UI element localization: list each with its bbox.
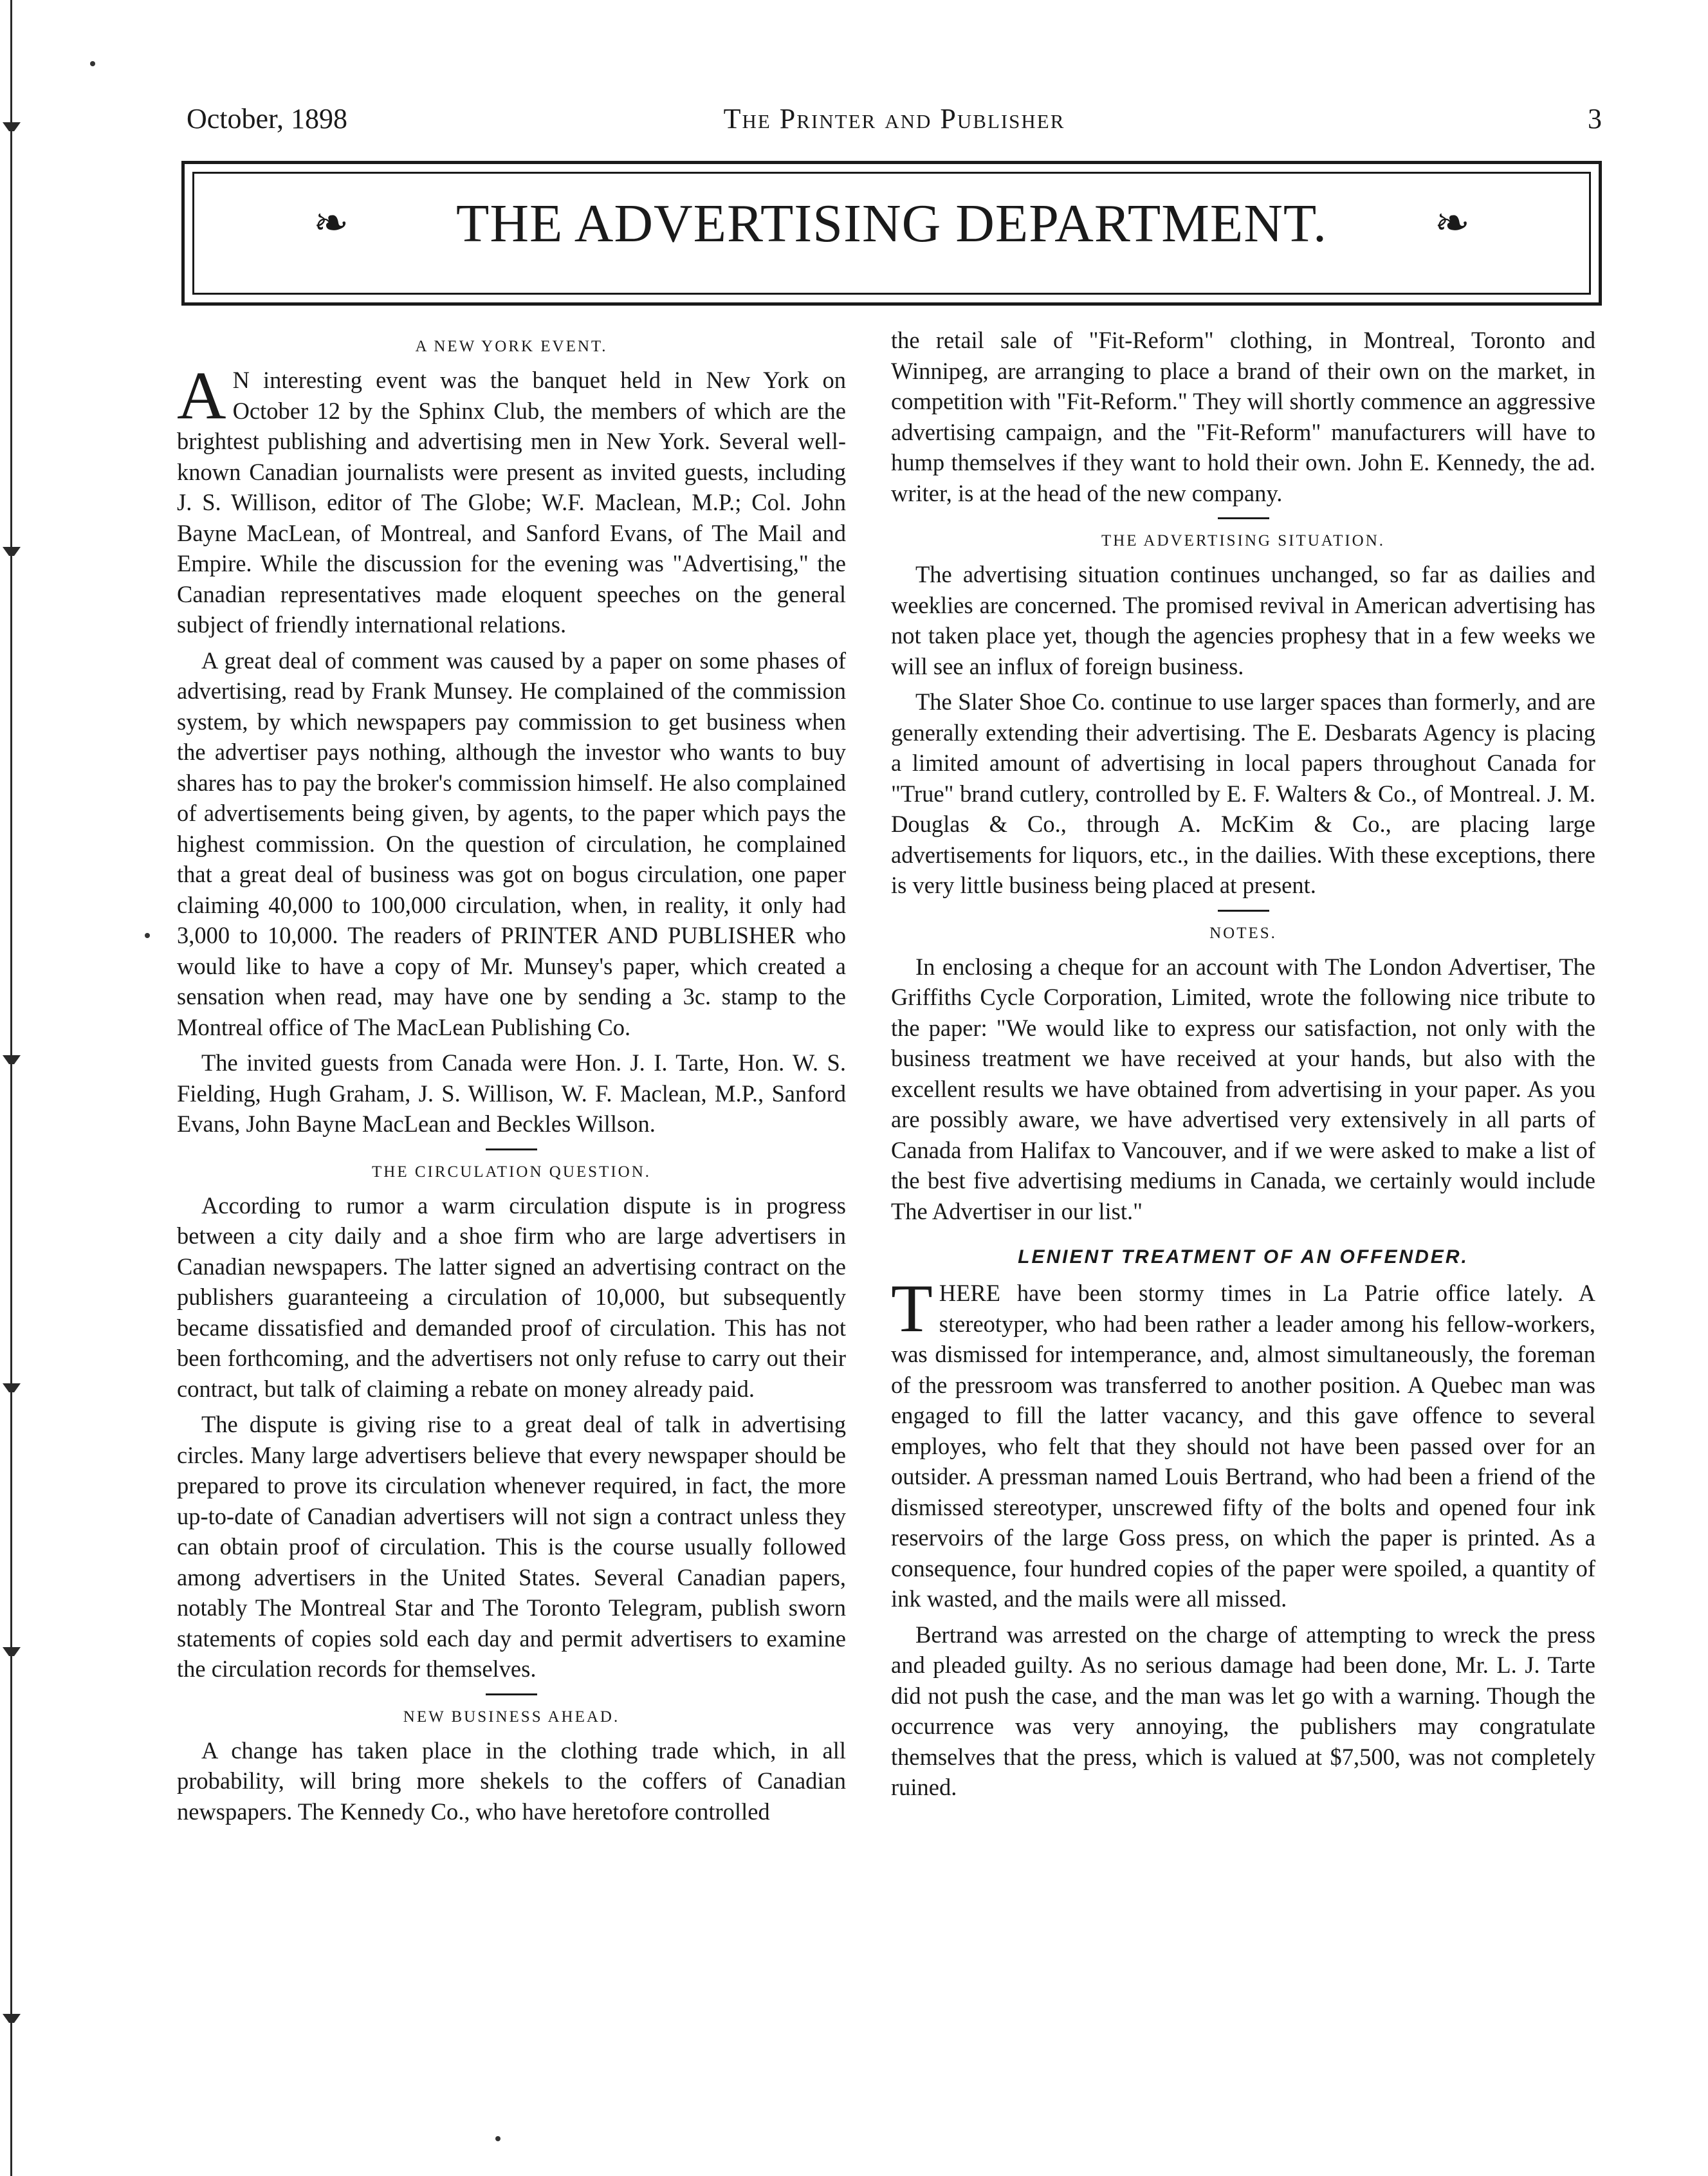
article-paragraph: The advertising situation continues unchanged, so far as dailies and weeklies are concerned. The promised revival in American advertising has not taken place yet, though the agencies prophesy that in a few weeks we will see an influx of foreign business.: [891, 561, 1595, 679]
fleuron-right-icon: ❧: [1434, 200, 1470, 247]
drop-cap: A: [177, 358, 226, 433]
margin-tick: [3, 1383, 21, 1392]
article-paragraph: A great deal of comment was caused by a paper on some phases of advertising, read by Frank Munsey. He complained of the commission system, by which newspapers pay commission to get business when the advertiser pays nothing, although the investor who wants to buy shares has to pay the broker's commission himself. He also complained of advertisements being given, by agents, to the paper which pays the highest commission. On the question of circulation, he complained that a great deal of business was got on bogus circulation, one paper claiming 40,000 to 100,000 circulation, when, in reality, it only had 3,000 to 10,000. The readers of PRINTER AND PUBLISHER who would like to have a copy of Mr. Munsey's paper, which created a sensation when read, may have one by sending a 3c. stamp to the Montreal office of The MacLean Publishing Co.: [177, 647, 846, 1040]
article-paragraph: Bertrand was arrested on the charge of attempting to wreck the press and pleaded guilty. As no serious damage had been done, Mr. L. J. Tarte did not push the case, and the man was let go with a warning. Though the occurrence was very annoying, the publishers may congratulate themselves that the press, which is valued at $7,500, was not completely ruined.: [891, 1621, 1595, 1800]
publication-title: The Printer and Publisher: [723, 103, 1065, 134]
article-paragraph: A change has taken place in the clothing trade which, in all probability, will bring more shekels to the coffers of Canadian newspapers. The Kennedy Co., who have heretofore controlled: [177, 1737, 846, 1825]
section-heading-notes: NOTES.: [1209, 924, 1277, 942]
margin-tick: [3, 547, 21, 556]
right-column: [891, 325, 1595, 1808]
section-heading-circulation-question: THE CIRCULATION QUESTION.: [372, 1163, 651, 1181]
left-column: [177, 325, 846, 1832]
page-number: 3: [1588, 103, 1602, 134]
print-speck: [90, 61, 95, 66]
article-paragraph: The dispute is giving rise to a great deal of talk in advertising circles. Many large advertisers believe that every newspaper should be prepared to prove its circulation whenever required, in fact, the more up-to-date of Canadian advertisers will not sign a contract unless they can obtain proof of circulation. This is the course usually followed among advertisers in the United States. Several Canadian papers, notably The Montreal Star and The Toronto Telegram, publish sworn statements of copies sold each day and permit advertisers to examine the circulation records for themselves.: [177, 1411, 846, 1682]
fleuron-left-icon: ❧: [313, 200, 349, 247]
department-banner: [181, 161, 1602, 306]
department-title: THE ADVERTISING DEPARTMENT.: [456, 194, 1327, 254]
section-heading-new-business-ahead: NEW BUSINESS AHEAD.: [403, 1708, 620, 1726]
article-paragraph: The invited guests from Canada were Hon. J. I. Tarte, Hon. W. S. Fielding, Hugh Graham, J. S. Willison, W. F. Maclean, M.P., Sanford Evans, John Bayne MacLean and Beckles Willson.: [177, 1049, 846, 1137]
paragraph-text: HERE have been stormy times in La Patrie office lately. A stereotyper, who had been rather a leader among his fellow-workers, was dismissed for intemperance, and, almost simultaneously, the foreman of the pressroom was transferred to another position. A Quebec man was engaged to fill the latter vacancy, and this gave offence to several employes, who felt that they should not have been passed over for an outsider. A pressman named Louis Bertrand, who had been a friend of the dismissed stereotyper, unscrewed fifty of the bolts and opened four ink reservoirs of the large Goss press, on which the paper is printed. As a consequence, four hundred copies of the paper were spoiled, a quantity of ink wasted, and the mails were all missed.: [891, 1280, 1595, 1612]
margin-tick: [3, 1647, 21, 1656]
margin-tick: [3, 122, 21, 131]
section-heading-advertising-situation: THE ADVERTISING SITUATION.: [1101, 532, 1386, 549]
article-paragraph: [177, 358, 846, 640]
running-head: [187, 97, 1602, 142]
issue-date: October, 1898: [187, 103, 347, 134]
article-paragraph-continued: the retail sale of "Fit-Reform" clothing, in Montreal, Toronto and Winnipeg, are arranging to place a brand of their own on the market, in competition with "Fit-Reform." They will shortly commence an aggressive advertising campaign, and the "Fit-Reform" manufacturers will have to hump themselves if they want to hold their own. John E. Kennedy, the ad. writer, is at the head of the new company.: [891, 327, 1595, 506]
print-speck: [495, 2136, 500, 2141]
section-divider: [1218, 517, 1269, 519]
margin-tick: [3, 1055, 21, 1064]
article-paragraph: The Slater Shoe Co. continue to use larger spaces than formerly, and are generally extending their advertising. The E. Desbarats Agency is placing a limited amount of advertising in local papers throughout Canada for "True" brand cutlery, controlled by E. F. Walters & Co., of Montreal. J. M. Douglas & Co., through A. McKim & Co., are placing large advertisements for liquors, etc., in the dailies. With these exceptions, there is very little business being placed at present.: [891, 688, 1595, 898]
binding-margin-line: [10, 0, 12, 2176]
section-heading-new-york-event: A NEW YORK EVENT.: [415, 338, 608, 355]
article-paragraph: [891, 1271, 1595, 1614]
article-paragraph: In enclosing a cheque for an account with The London Advertiser, The Griffiths Cycle Corporation, Limited, wrote the following nice tribute to the paper: "We would like to express our satisfaction, not only with the business treatment we have received at your hands, but also with the excellent results we have obtained from advertising in your paper. As you are possibly aware, we have advertised very extensively in all parts of Canada from Halifax to Vancouver, and if we were asked to make a list of the best five advertising mediums in Canada, we certainly would include The Advertiser in our list.": [891, 953, 1595, 1224]
section-divider: [486, 1148, 537, 1150]
drop-cap: T: [891, 1271, 933, 1346]
margin-tick: [3, 2014, 21, 2023]
paragraph-text: N interesting event was the banquet held in New York on October 12 by the Sphinx Club, the members of which are the brightest publishing and advertising men in New York. Several well-known Canadian journalists were present as invited guests, including J. S. Willison, editor of The Globe; W.F. Maclean, M.P.; Col. John Bayne MacLean, of Montreal, and Sanford Evans, of The Mail and Empire. While the discussion for the evening was "Advertising," the Canadian representatives made eloquent speeches on the general subject of friendly international relations.: [177, 367, 846, 638]
section-divider: [486, 1693, 537, 1695]
article-paragraph: According to rumor a warm circulation dispute is in progress between a city daily and a shoe firm who are large advertisers in Canadian newspapers. The latter signed an advertising contract on the publishers guaranteeing a circulation of 10,000, but subsequently became dissatisfied and demanded proof of circulation. This has not been forthcoming, and the advertisers not only refuse to carry out their contract, but talk of claiming a rebate on money already paid.: [177, 1192, 846, 1402]
article-title-lenient-treatment: LENIENT TREATMENT OF AN OFFENDER.: [1018, 1246, 1469, 1268]
print-speck: [145, 933, 150, 938]
section-divider: [1218, 910, 1269, 912]
